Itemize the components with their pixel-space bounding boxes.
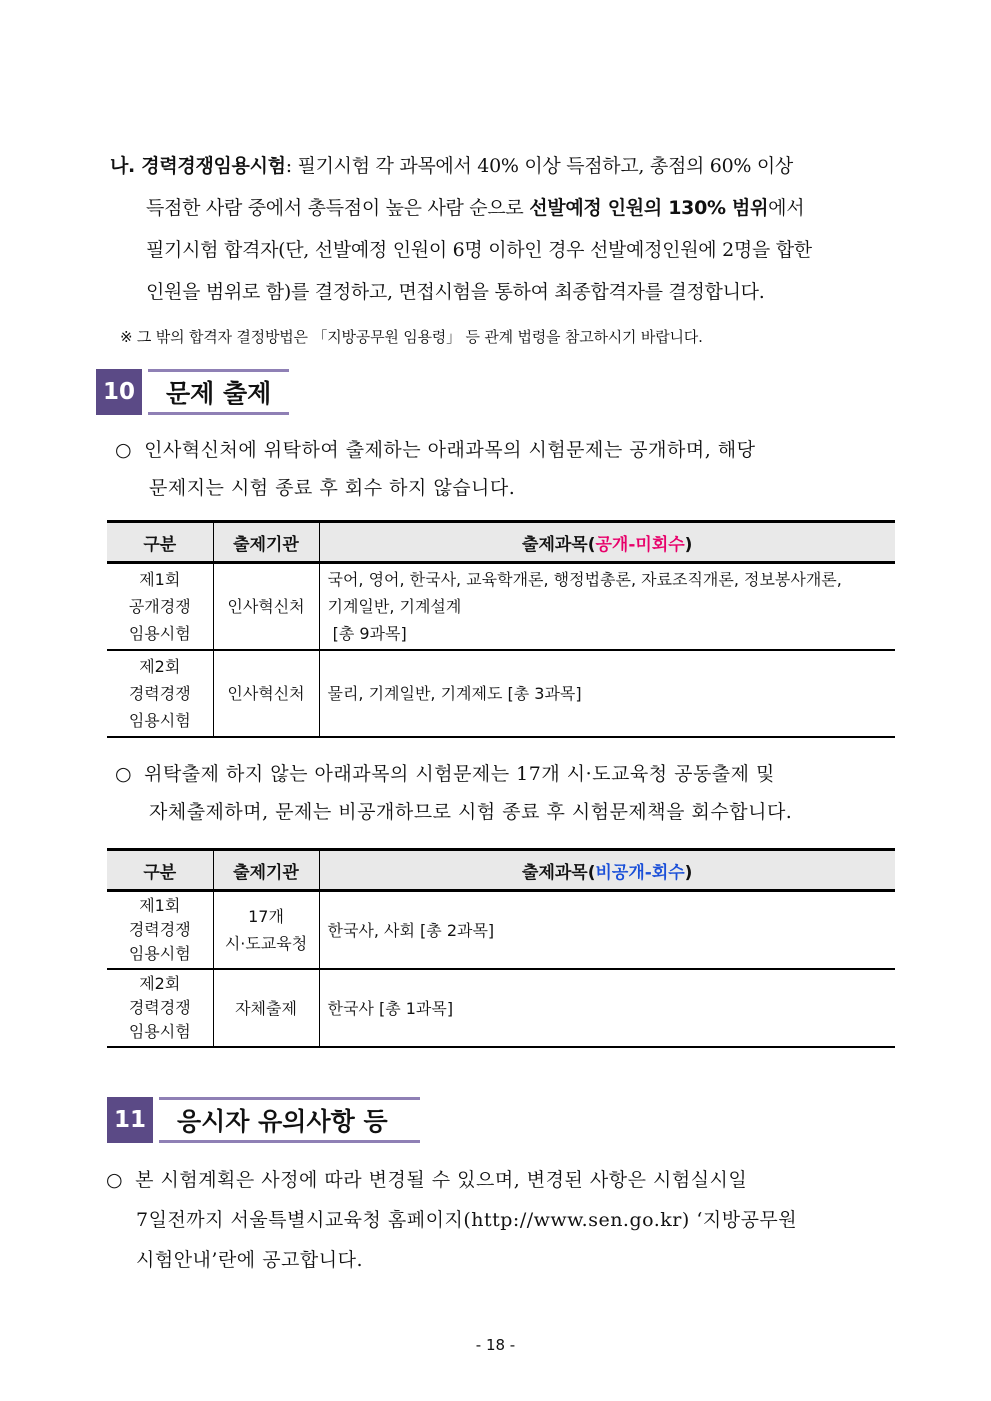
section-11-header: [107, 1097, 420, 1143]
row-subjects: 물리, 기계일반, 기계제도 [총 3과목]: [319, 650, 895, 737]
section-na-line1: : 필기시험 각 과목에서 40% 이상 득점하고, 총점의 60% 이상: [285, 155, 793, 177]
exam-name-line: 제2회: [139, 657, 181, 676]
header-subjects-private-tag: 비공개-회수: [595, 862, 685, 883]
bullet-2-line2: 자체출제하며, 문제는 비공개하므로 시험 종료 후 시험문제책을 회수합니다.: [149, 801, 793, 823]
table-row: [107, 650, 895, 737]
row-subjects: [319, 563, 895, 651]
header-category: 구분: [107, 522, 213, 563]
circle-bullet-icon: ○: [106, 1169, 124, 1191]
circle-bullet-icon: ○: [115, 439, 133, 461]
header-subjects: [319, 522, 895, 563]
row-organization: 인사혁신처: [213, 563, 319, 651]
row-organization: [213, 891, 319, 970]
section-na-line2-post: 에서: [768, 197, 805, 219]
table-header-row: [107, 850, 895, 891]
exam-name-line: 공개경쟁: [128, 597, 191, 616]
section-na-label: 나. 경력경쟁임용시험: [110, 155, 286, 177]
exam-name-line: 제1회: [139, 896, 181, 915]
section-11-bullet: [106, 1160, 901, 1280]
exam-name-line: 임용시험: [128, 1022, 191, 1041]
row-organization: 자체출제: [213, 969, 319, 1047]
header-organization: 출제기관: [213, 522, 319, 563]
section-10-bullet-2: [115, 755, 900, 831]
section-10-title: 문제 출제: [148, 369, 289, 415]
exam-name-line: 경력경쟁: [128, 920, 191, 939]
header-subjects: [319, 850, 895, 891]
row-organization: 인사혁신처: [213, 650, 319, 737]
section-na-line2: [110, 187, 898, 229]
section-11-line3: 시험안내’란에 공고합니다.: [136, 1249, 364, 1271]
section-na-line2-bold: 선발예정 인원의 130% 범위: [529, 197, 769, 219]
section-na-line2-pre: 득점한 사람 중에서 총득점이 높은 사람 순으로: [146, 197, 530, 219]
header-subjects-public-tag: 공개-미회수: [595, 534, 685, 555]
exam-name-line: 제2회: [139, 974, 181, 993]
subject-line: 기계일반, 기계설계: [327, 597, 462, 616]
row-exam-name: [107, 969, 213, 1047]
header-subjects-pre: 출제과목(: [522, 862, 596, 883]
section-11-number: 11: [107, 1097, 153, 1143]
header-subjects-post: ): [684, 534, 693, 555]
exam-name-line: 임용시험: [128, 944, 191, 963]
row-subjects: 한국사 [총 1과목]: [319, 969, 895, 1047]
row-exam-name: [107, 563, 213, 651]
exam-name-line: 제1회: [139, 570, 181, 589]
section-10-bullet-1: [115, 431, 900, 507]
exam-subject-table-public: [107, 520, 895, 738]
bullet-1-line2: 문제지는 시험 종료 후 회수 하지 않습니다.: [149, 477, 516, 499]
section-na-line4: 인원을 범위로 함)를 결정하고, 면접시험을 통하여 최종합격자를 결정합니다.: [146, 281, 765, 303]
exam-subject-table-private: [107, 848, 895, 1048]
exam-name-line: 경력경쟁: [128, 998, 191, 1017]
table-row: [107, 563, 895, 651]
exam-name-line: 임용시험: [128, 711, 191, 730]
row-exam-name: [107, 650, 213, 737]
section-11-title: 응시자 유의사항 등: [159, 1097, 420, 1143]
section-11-line2: 7일전까지 서울특별시교육청 홈페이지(http://www.sen.go.kr) ‘지방공무원: [136, 1209, 798, 1231]
header-organization: 출제기관: [213, 850, 319, 891]
bullet-2-line1: 위탁출제 하지 않는 아래과목의 시험문제는 17개 시·도교육청 공동출제 및: [144, 763, 775, 785]
header-category: 구분: [107, 850, 213, 891]
row-exam-name: [107, 891, 213, 970]
section-na-paragraph: [110, 145, 898, 313]
row-subjects: 한국사, 사회 [총 2과목]: [319, 891, 895, 970]
exam-name-line: 임용시험: [128, 624, 191, 643]
header-subjects-post: ): [684, 862, 693, 883]
reference-note: ※ 그 밖의 합격자 결정방법은 「지방공무원 임용령」 등 관계 법령을 참고하시기 바랍니다.: [120, 328, 703, 346]
section-10-header: [96, 369, 289, 415]
table-header-row: [107, 522, 895, 563]
bullet-1-line1: 인사혁신처에 위탁하여 출제하는 아래과목의 시험문제는 공개하며, 해당: [144, 439, 756, 461]
page-number: - 18 -: [475, 1336, 516, 1354]
table-row: [107, 969, 895, 1047]
subject-line: [총 9과목]: [327, 624, 407, 643]
section-11-line1: 본 시험계획은 사정에 따라 변경될 수 있으며, 변경된 사항은 시험실시일: [135, 1169, 748, 1191]
organization-line: 17개: [248, 907, 284, 926]
table-row: [107, 891, 895, 970]
exam-name-line: 경력경쟁: [128, 684, 191, 703]
section-10-number: 10: [96, 369, 142, 415]
circle-bullet-icon: ○: [115, 763, 133, 785]
header-subjects-pre: 출제과목(: [522, 534, 596, 555]
organization-line: 시·도교육청: [224, 934, 308, 953]
section-na-line3: 필기시험 합격자(단, 선발예정 인원이 6명 이하인 경우 선발예정인원에 2명을 합한: [146, 239, 812, 261]
subject-line: 국어, 영어, 한국사, 교육학개론, 행정법총론, 자료조직개론, 정보봉사개론,: [327, 570, 842, 589]
